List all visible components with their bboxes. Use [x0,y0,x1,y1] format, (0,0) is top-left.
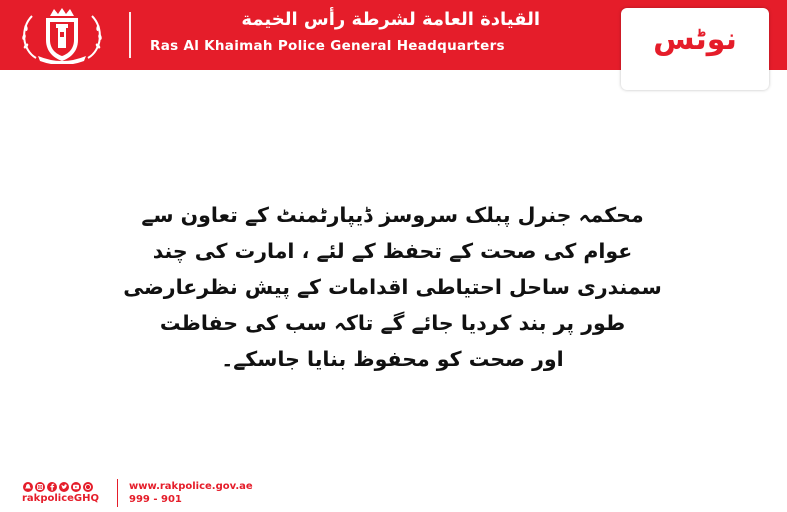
social-icons [22,481,122,493]
organization-name-english: Ras Al Khaimah Police General Headquarters [150,38,505,54]
twitter-icon [59,482,69,492]
notice-title: نوٹس [653,22,737,57]
body-line: طور پر بند کردیا جائے گے تاکہ سب کی حفاظت [159,311,626,335]
footer-divider [117,479,118,507]
facebook-icon [47,482,57,492]
phone-number: 999 - 901 [129,494,182,505]
whatsapp-icon [83,482,93,492]
body-line: عوام کی صحت کے تحفظ کے لئے ، امارت کی چند [152,239,633,263]
social-handle: rakpoliceGHQ [22,493,100,504]
header-divider [129,12,131,58]
organization-name-arabic: القيادة العامة لشرطة رأس الخيمة [241,9,540,30]
body-line: محکمہ جنرل پبلک سروسز ڈیپارٹمنٹ کے تعاون سے [141,203,644,227]
body-line: سمندری ساحل احتیاطی اقدامات کے پیش نظرعارضی [123,275,662,299]
police-emblem-logo [18,6,106,64]
body-line: اور صحت کو محفوظ بنایا جاسکے۔ [221,347,564,371]
youtube-icon [71,482,81,492]
snapchat-icon [23,482,33,492]
notice-body [60,197,725,377]
notice-label-box [621,8,769,90]
website-link[interactable]: www.rakpolice.gov.ae [129,481,253,492]
instagram-icon [35,482,45,492]
